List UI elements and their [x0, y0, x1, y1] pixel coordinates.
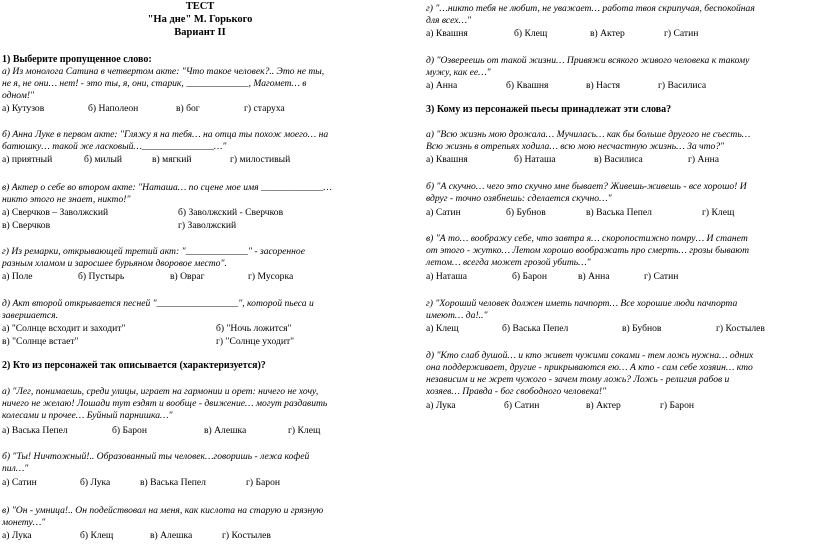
variant-label: Вариант II — [174, 27, 226, 38]
question-line: г) Из ремарки, открывающей третий акт: "_____________" - засоренное — [2, 246, 305, 257]
answer-option: б) Пустырь — [78, 271, 125, 282]
answer-option: г) Костылев — [222, 530, 271, 541]
answer-option: б) Сатин — [504, 400, 540, 411]
question-line: монету…" — [2, 517, 46, 528]
answer-option: г) Костылев — [716, 323, 765, 334]
question-line: д) Акт второй открывается песней "_________________", которой пьеса и — [2, 298, 314, 309]
answer-option: г) Сатин — [644, 271, 679, 282]
question-line: пил…" — [2, 463, 29, 474]
question-line: г) "Хороший человек должен иметь пачпорт… Все хорошие люди пачпорта — [426, 298, 738, 309]
section-3-title: 3) Кому из персонажей пьесы принадлежат эти слова? — [426, 104, 672, 115]
question-line: завершается. — [2, 310, 58, 321]
answer-option: а) Квашня — [426, 28, 468, 39]
answer-option: г) Барон — [660, 400, 695, 411]
test-title: ТЕСТ — [185, 1, 215, 12]
answer-option: б) Бубнов — [506, 207, 546, 218]
answer-option: б) Клещ — [80, 530, 114, 541]
question-line: ничего не желаю! Лошади тут ездят и вообще - движение… могут раздавить — [2, 398, 328, 409]
answer-option: в) Настя — [586, 80, 621, 91]
question-line: она поддерживает, другие - прикрываются ею… А кто - сам себе хозяин… кто — [426, 362, 753, 373]
question-line: б) "Ты! Ничтожный!.. Образованный ты человек…говоришь - лежа кофей — [2, 451, 310, 462]
answer-option: г) Клещ — [288, 425, 321, 436]
answer-option: а) Лука — [426, 400, 456, 411]
question-line: для всех…" — [426, 15, 472, 26]
answer-option: г) Василиса — [658, 80, 707, 91]
question-line: д) "Кто слаб душой… и кто живет чужими соками - тем ложь нужна… одних — [426, 350, 754, 361]
question-line: б) Анна Луке в первом акте: "Гляжу я на тебя… на отца ты похож моего… на — [2, 129, 329, 140]
answer-option: в) Алешка — [150, 530, 193, 541]
answer-option: а) Анна — [426, 80, 458, 91]
answer-option: в) Васька Пепел — [586, 207, 652, 218]
answer-option: б) Заволжский - Сверчков — [178, 207, 284, 218]
question-line: имеют… да!.." — [426, 310, 488, 321]
answer-option: а) приятный — [2, 154, 53, 165]
question-line: в) Актер о себе во втором акте: "Наташа… по сцене мое имя _____________… — [2, 182, 332, 193]
answer-option: а) Наташа — [426, 271, 468, 282]
answer-option: а) Поле — [2, 271, 33, 282]
answer-option: в) Актер — [586, 400, 621, 411]
answer-option: г) "Солнце уходит" — [216, 336, 295, 347]
answer-option: а) Лука — [2, 530, 32, 541]
question-line: никто этого не знает, никто!" — [2, 194, 131, 205]
question-line: Всю жизнь в отрепьях ходила… всю мою несчастную жизнь… За что?" — [426, 141, 725, 152]
answer-option: в) "Солнце встает" — [2, 336, 79, 347]
question-line: независим и не жрет чужого - зачем тому ложь? Ложь - религия рабов и — [426, 374, 730, 385]
answer-option: г) Мусорка — [248, 271, 294, 282]
question-line: разным хламом и заросшее бурьяном дворовое место". — [2, 258, 227, 269]
question-line: вдруг - точно озябнешь: сделается скучно…" — [426, 193, 612, 204]
question-line: б) "А скучно… чего это скучно мне бывает? Живешь-живешь - все хорошо! И — [426, 181, 747, 192]
answer-option: а) Кутузов — [2, 103, 45, 114]
answer-option: б) милый — [84, 154, 123, 165]
answer-option: б) Васька Пепел — [502, 323, 569, 334]
question-line: д) "Озвереешь от такой жизни… Привяжи всякого живого человека к такому — [426, 55, 750, 66]
answer-option: а) Сверчков – Заволжский — [2, 207, 109, 218]
question-line: батюшку… такой же ласковый…_______________…" — [2, 141, 227, 152]
answer-option: б) Клещ — [514, 28, 548, 39]
answer-option: в) Алешка — [204, 425, 247, 436]
answer-option: г) Заволжский — [178, 220, 237, 231]
answer-option: г) Сатин — [664, 28, 699, 39]
answer-option: б) Наполеон — [88, 103, 139, 114]
question-line: от этого - жутко… Летом хорошо воображать про смерть… грозы бывают — [426, 245, 750, 256]
question-line: одном!" — [2, 90, 35, 101]
section-2-title: 2) Кто из персонажей так описывается (характеризуется)? — [2, 360, 266, 371]
answer-option: в) Овраг — [170, 271, 205, 282]
answer-option: а) Клещ — [426, 323, 459, 334]
question-line: а) "Лег, понимаешь, среди улицы, играет на гармонии и орет: ничего не хочу, — [2, 386, 319, 397]
answer-option: а) Квашня — [426, 154, 468, 165]
question-line: мужу, как ее…" — [426, 67, 491, 78]
answer-option: в) Бубнов — [622, 323, 662, 334]
question-line: в) "Он - умница!.. Он подействовал на меня, как кислота на старую и грязную — [2, 505, 324, 516]
answer-option: в) Васька Пепел — [140, 477, 206, 488]
answer-option: в) Василиса — [594, 154, 643, 165]
answer-option: в) Анна — [578, 271, 610, 282]
answer-option: б) Квашня — [506, 80, 549, 91]
question-line: хозяев… Правда - бог свободного человека!" — [426, 386, 607, 397]
answer-option: в) бог — [176, 103, 200, 114]
question-line: не я, не они… нет! - это ты, я, они, старик, _____________, Магомет… в — [2, 78, 307, 89]
answer-option: в) Сверчков — [2, 220, 51, 231]
answer-option: б) "Ночь ложится" — [216, 323, 292, 334]
answer-option: б) Барон — [512, 271, 547, 282]
section-1-title: 1) Выберите пропущенное слово: — [2, 54, 152, 65]
question-line: г) "…никто тебя не любит, не уважает… работа твоя скрипучая, беспокойная — [426, 3, 755, 14]
question-line: в) "А то… воображу себе, что завтра я… скоропостижно помру… И станет — [426, 233, 748, 244]
question-line: а) Из монолога Сатина в четвертом акте: "Что такое человек?.. Это не ты, — [2, 66, 325, 77]
answer-option: г) старуха — [244, 103, 285, 114]
answer-option: а) "Солнце всходит и заходит" — [2, 323, 126, 334]
answer-option: в) Актер — [590, 28, 625, 39]
answer-option: г) Клещ — [702, 207, 735, 218]
answer-option: г) Барон — [246, 477, 281, 488]
answer-option: б) Наташа — [514, 154, 556, 165]
question-line: а) "Всю жизнь мою дрожала… Мучилась… как бы больше другого не съесть… — [426, 129, 751, 140]
test-subtitle: "На дне" М. Горького — [147, 14, 253, 25]
answer-option: а) Сатин — [2, 477, 37, 488]
answer-option: г) Анна — [688, 154, 719, 165]
answer-option: а) Сатин — [426, 207, 461, 218]
question-line: летом… всегда может грозой убить…" — [426, 257, 591, 268]
answer-option: б) Лука — [80, 477, 111, 488]
answer-option: а) Васька Пепел — [2, 425, 68, 436]
answer-option: б) Барон — [112, 425, 147, 436]
question-line: колесами и прочее… Буйный парнишка…" — [2, 410, 173, 421]
answer-option: г) милостивый — [230, 154, 291, 165]
answer-option: в) мягкий — [152, 154, 192, 165]
